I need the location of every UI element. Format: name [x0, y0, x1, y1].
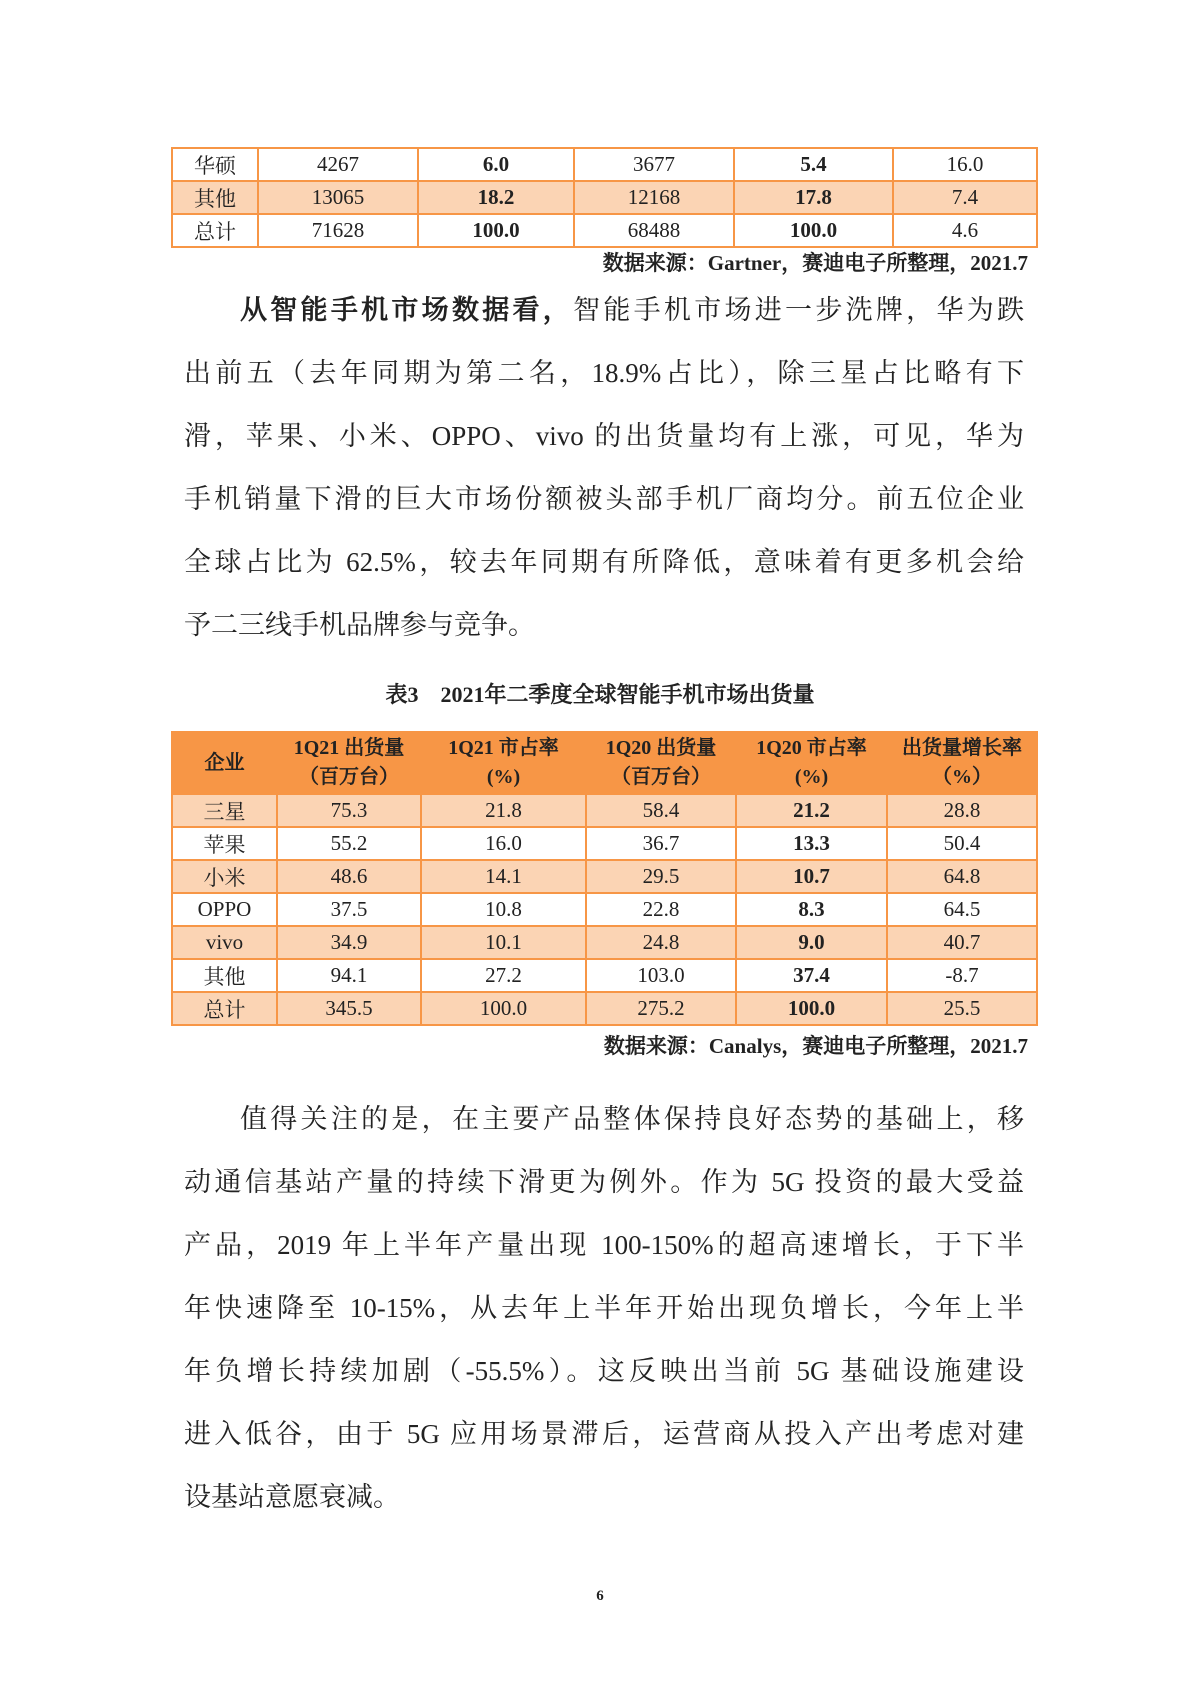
table-cell: vivo [172, 926, 277, 959]
paragraph-line: 手机销量下滑的巨大市场份额被头部手机厂商均分。前五位企业 [184, 484, 1024, 514]
paragraph-line: 予二三线手机品牌参与竞争。 [184, 610, 535, 640]
table-cell: 71628 [258, 214, 418, 247]
table-cell: 100.0 [734, 214, 893, 247]
table-cell: 苹果 [172, 827, 277, 860]
table-cell: 25.5 [887, 992, 1037, 1025]
table-cell: 华硕 [172, 148, 258, 181]
column-header-line: 企业 [204, 751, 245, 774]
column-header-line: (%) [486, 766, 521, 788]
table-cell: 55.2 [277, 827, 421, 860]
column-header-line: （百万台） [299, 766, 399, 788]
column-header [421, 732, 586, 794]
table-cell: 16.0 [893, 148, 1037, 181]
table-cell: 13065 [258, 181, 418, 214]
table-cell: 100.0 [418, 214, 574, 247]
table-cell: 16.0 [421, 827, 586, 860]
table-row [172, 148, 1037, 181]
table-cell: 总计 [172, 992, 277, 1025]
table-cell: 18.2 [418, 181, 574, 214]
table-cell: 22.8 [586, 893, 736, 926]
table-cell: 其他 [172, 959, 277, 992]
table-row [172, 860, 1037, 893]
column-header-line: （百万台） [611, 766, 711, 788]
table-source-note: 数据来源：Canalys，赛迪电子所整理，2021.7 [603, 1034, 1028, 1058]
table-cell: 37.5 [277, 893, 421, 926]
table-cell: 34.9 [277, 926, 421, 959]
table-row [172, 992, 1037, 1025]
table-cell: 4267 [258, 148, 418, 181]
table-cell: 13.3 [736, 827, 887, 860]
table-row [172, 214, 1037, 247]
table-cell: 三星 [172, 794, 277, 827]
column-header-line: 1Q20 市占率 [756, 737, 867, 759]
table-row [172, 794, 1037, 827]
paragraph-line: 值得关注的是，在主要产品整体保持良好态势的基础上，移 [240, 1104, 1024, 1134]
paragraph-line: 产品，2019 年上半年产量出现 100-150%的超高速增长，于下半 [184, 1230, 1024, 1260]
table-caption: 表3 2021年二季度全球智能手机市场出货量 [385, 682, 815, 707]
table-cell: 68488 [574, 214, 734, 247]
column-header [277, 732, 421, 794]
table-cell: 5.4 [734, 148, 893, 181]
table-cell: 48.6 [277, 860, 421, 893]
table-cell: 21.8 [421, 794, 586, 827]
paragraph-line: 设基站意愿衰减。 [184, 1482, 400, 1512]
column-header [887, 732, 1037, 794]
paragraph-line: 进入低谷，由于 5G 应用场景滞后，运营商从投入产出考虑对建 [184, 1419, 1024, 1449]
table-cell: 10.7 [736, 860, 887, 893]
table-cell: 14.1 [421, 860, 586, 893]
paragraph-smartphone-market [184, 279, 1024, 657]
column-header-line: 1Q21 市占率 [448, 737, 559, 759]
table-cell: 总计 [172, 214, 258, 247]
table-row [172, 181, 1037, 214]
page-number: 6 [596, 1588, 604, 1604]
table-cell: 100.0 [421, 992, 586, 1025]
table-row [172, 926, 1037, 959]
table-cell: 40.7 [887, 926, 1037, 959]
table-row [172, 959, 1037, 992]
paragraph-line: 全球占比为 62.5%，较去年同期有所降低，意味着有更多机会给 [184, 547, 1024, 577]
table-cell: 275.2 [586, 992, 736, 1025]
table-global-smartphone-shipments [171, 731, 1038, 1026]
table-cell: 37.4 [736, 959, 887, 992]
table-cell: 24.8 [586, 926, 736, 959]
table-cell: 29.5 [586, 860, 736, 893]
table-cell: 3677 [574, 148, 734, 181]
table-cell: OPPO [172, 893, 277, 926]
paragraph-line: 动通信基站产量的持续下滑更为例外。作为 5G 投资的最大受益 [184, 1167, 1024, 1197]
paragraph-lead: 从智能手机市场数据看， [240, 295, 574, 325]
table-cell: -8.7 [887, 959, 1037, 992]
table-cell: 94.1 [277, 959, 421, 992]
table-cell: 58.4 [586, 794, 736, 827]
column-header [736, 732, 887, 794]
table-cell: 64.5 [887, 893, 1037, 926]
table-cell: 4.6 [893, 214, 1037, 247]
table-cell: 小米 [172, 860, 277, 893]
paragraph-line: 从智能手机市场数据看，智能手机市场进一步洗牌，华为跌 [240, 295, 1025, 325]
table-cell: 8.3 [736, 893, 887, 926]
table-row [172, 827, 1037, 860]
paragraph-line: 滑，苹果、小米、OPPO、vivo 的出货量均有上涨，可见，华为 [184, 421, 1024, 451]
paragraph-base-station [184, 1088, 1024, 1529]
table-cell: 28.8 [887, 794, 1037, 827]
column-header [586, 732, 736, 794]
column-header-line: 出货量增长率 [902, 737, 1022, 759]
paragraph-line: 年负增长持续加剧（-55.5%）。这反映出当前 5G 基础设施建设 [184, 1356, 1024, 1386]
table-cell: 50.4 [887, 827, 1037, 860]
table-cell: 103.0 [586, 959, 736, 992]
table-cell: 10.1 [421, 926, 586, 959]
table-cell: 7.4 [893, 181, 1037, 214]
table-cell: 10.8 [421, 893, 586, 926]
table-source-note: 数据来源：Gartner，赛迪电子所整理，2021.7 [602, 251, 1028, 275]
column-header [172, 732, 277, 794]
column-header-line: （%） [932, 766, 992, 788]
table-cell: 17.8 [734, 181, 893, 214]
table-cell: 64.8 [887, 860, 1037, 893]
table-cell: 75.3 [277, 794, 421, 827]
table-cell: 36.7 [586, 827, 736, 860]
table-cell: 其他 [172, 181, 258, 214]
column-header-line: (%) [794, 766, 829, 788]
table-cell: 21.2 [736, 794, 887, 827]
paragraph-line: 出前五（去年同期为第二名，18.9%占比），除三星占比略有下 [184, 358, 1024, 388]
table-cell: 9.0 [736, 926, 887, 959]
column-header-line: 1Q21 出货量 [293, 737, 405, 759]
table-cell: 27.2 [421, 959, 586, 992]
paragraph-line: 年快速降至 10-15%，从去年上半年开始出现负增长，今年上半 [184, 1293, 1024, 1323]
table-cell: 345.5 [277, 992, 421, 1025]
table-vendor-shipments-continued [171, 147, 1038, 248]
column-header-line: 1Q20 出货量 [605, 737, 717, 759]
table-cell: 6.0 [418, 148, 574, 181]
table-row [172, 893, 1037, 926]
table-cell: 12168 [574, 181, 734, 214]
table-cell: 100.0 [736, 992, 887, 1025]
